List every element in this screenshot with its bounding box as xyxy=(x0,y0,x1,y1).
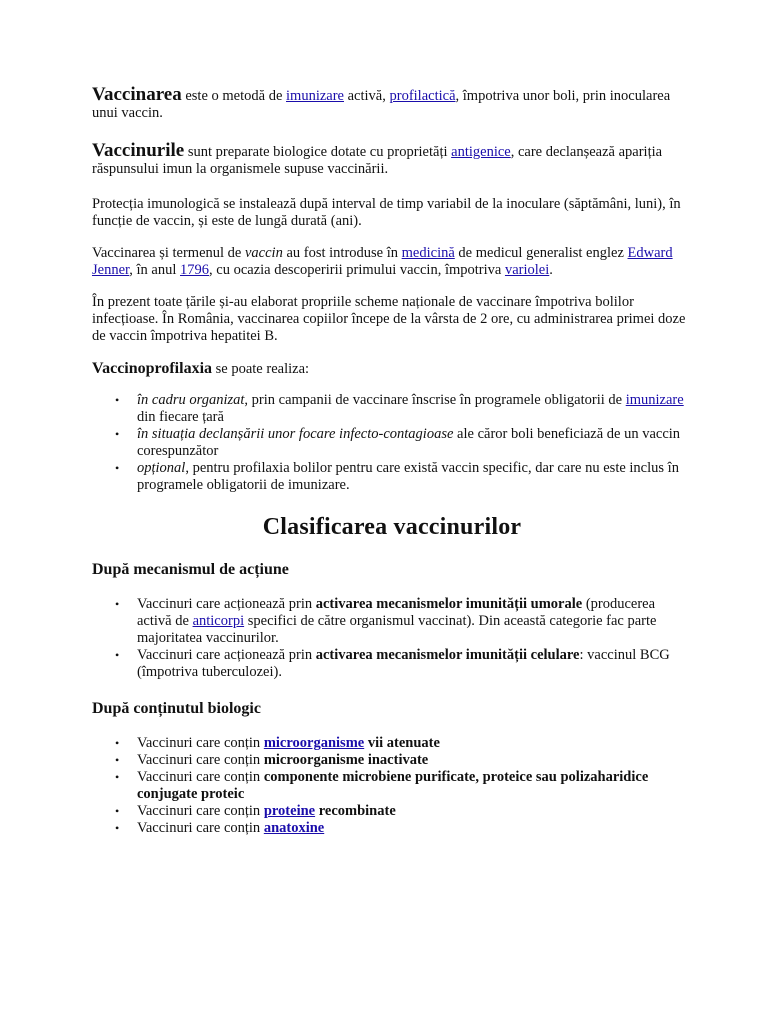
list-item xyxy=(137,820,692,837)
text: Vaccinuri care conțin xyxy=(137,752,264,768)
link-microorganisme[interactable]: microorganisme xyxy=(263,735,365,751)
paragraph-vaccinarea xyxy=(92,86,692,122)
bold-text: vii atenuate xyxy=(364,735,440,751)
text: , pentru profilaxia bolilor pentru care există vaccin specific, dar care nu este inclus în programele obligatorii de imunizare. xyxy=(137,460,679,493)
emphasis: în cadru organizat xyxy=(137,392,245,408)
link-1796[interactable]: 1796 xyxy=(180,262,210,278)
emphasis: opțional xyxy=(137,460,186,476)
term-vaccinurile: Vaccinurile xyxy=(92,140,185,161)
list-item xyxy=(137,392,692,426)
subsection-title-mecanism: După mecanismul de acțiune xyxy=(92,561,289,578)
paragraph-istoric xyxy=(92,245,692,279)
text: Vaccinuri care conțin xyxy=(137,735,264,751)
link-anticorpi[interactable]: anticorpi xyxy=(192,613,245,629)
text: , care declanșează apariția răspunsului imun la organismele supuse vaccinării. xyxy=(92,144,663,177)
list-item xyxy=(137,752,692,769)
text: specifici de către organismul vaccinat). Din această categorie fac parte majoritatea vaccinurilor. xyxy=(137,613,657,646)
text: din fiecare țară xyxy=(137,409,224,425)
text: (producerea activă de xyxy=(137,596,656,629)
text: Vaccinuri care acționează prin xyxy=(137,596,316,612)
bold-text: activarea mecanismelor imunității umorale xyxy=(315,596,583,612)
paragraph-vaccinoprofilaxia xyxy=(92,360,692,378)
term-vaccinoprofilaxia: Vaccinoprofilaxia xyxy=(92,360,213,377)
text: . xyxy=(549,262,553,278)
list-item xyxy=(137,460,692,494)
link-anatoxine[interactable]: anatoxine xyxy=(263,820,325,836)
list-item xyxy=(137,735,692,752)
section-title: Clasificarea vaccinurilor xyxy=(262,514,522,540)
paragraph-vaccinurile xyxy=(92,142,692,178)
document-page xyxy=(92,86,692,859)
link-imunizare[interactable]: imunizare xyxy=(286,88,344,104)
list-item xyxy=(137,769,692,803)
text: de medicul generalist englez xyxy=(454,245,628,261)
text: activă, xyxy=(344,88,390,104)
text: ale căror boli beneficiază de un vaccin corespunzător xyxy=(137,426,681,459)
text: , cu ocazia descoperirii primului vaccin, împotriva xyxy=(209,262,505,278)
list-item xyxy=(137,596,692,647)
text: , împotriva unor boli, prin inocularea unui vaccin. xyxy=(92,88,671,121)
list-item xyxy=(137,803,692,820)
list-item xyxy=(137,647,692,681)
list-item xyxy=(137,426,692,460)
text: Vaccinuri care conțin xyxy=(137,803,264,819)
list-continut xyxy=(92,735,692,837)
link-medicina[interactable]: medicină xyxy=(401,245,455,261)
bold-text: componente microbiene purificate, proteice sau polizaharidice conjugate proteic xyxy=(137,769,649,802)
text: Vaccinuri care conțin xyxy=(137,820,264,836)
text: Vaccinarea și termenul de xyxy=(92,245,245,261)
link-variolei[interactable]: variolei xyxy=(504,262,550,278)
text: Vaccinuri care conțin xyxy=(137,769,264,785)
emphasis-vaccin: vaccin xyxy=(244,245,283,261)
text: : vaccinul BCG (împotriva tuberculozei). xyxy=(137,647,670,680)
paragraph-protectia: Protecția imunologică se instalează după interval de timp variabil de la inoculare (săptămâni, luni), în funcție de vaccin, și este de lungă durată (ani). xyxy=(92,196,681,229)
text: , prin campanii de vaccinare înscrise în programele obligatorii de xyxy=(244,392,626,408)
text: sunt preparate biologice dotate cu proprietăți xyxy=(184,144,452,160)
bold-text: activarea mecanismelor imunității celulare xyxy=(315,647,580,663)
text: au fost introduse în xyxy=(282,245,402,261)
bold-text: microorganisme inactivate xyxy=(263,752,429,768)
list-vaccinoprofilaxia xyxy=(92,392,692,494)
link-antigenice[interactable]: antigenice xyxy=(451,144,511,160)
link-proteine[interactable]: proteine xyxy=(263,803,316,819)
text: este o metodă de xyxy=(181,88,287,104)
paragraph-prezent: În prezent toate țările și-au elaborat propriile scheme naționale de vaccinare împotriva bolilor infecțioase. În România, vaccinarea copiilor începe de la vârsta de 2 ore, cu administrarea primei doze de vaccin împotriva hepatitei B. xyxy=(92,294,686,344)
text: Vaccinuri care acționează prin xyxy=(137,647,316,663)
emphasis: în situația declanșării unor focare infecto-contagioase xyxy=(137,426,454,442)
term-vaccinarea: Vaccinarea xyxy=(92,84,182,105)
link-imunizare[interactable]: imunizare xyxy=(625,392,684,408)
link-edward-jenner[interactable]: Edward Jenner xyxy=(92,245,673,278)
bold-text: recombinate xyxy=(315,803,396,819)
link-profilactica[interactable]: profilactică xyxy=(389,88,456,104)
text: se poate realiza: xyxy=(212,361,310,377)
text: , în anul xyxy=(129,262,181,278)
list-mecanism xyxy=(92,596,692,681)
subsection-title-continut: După conținutul biologic xyxy=(92,700,261,717)
